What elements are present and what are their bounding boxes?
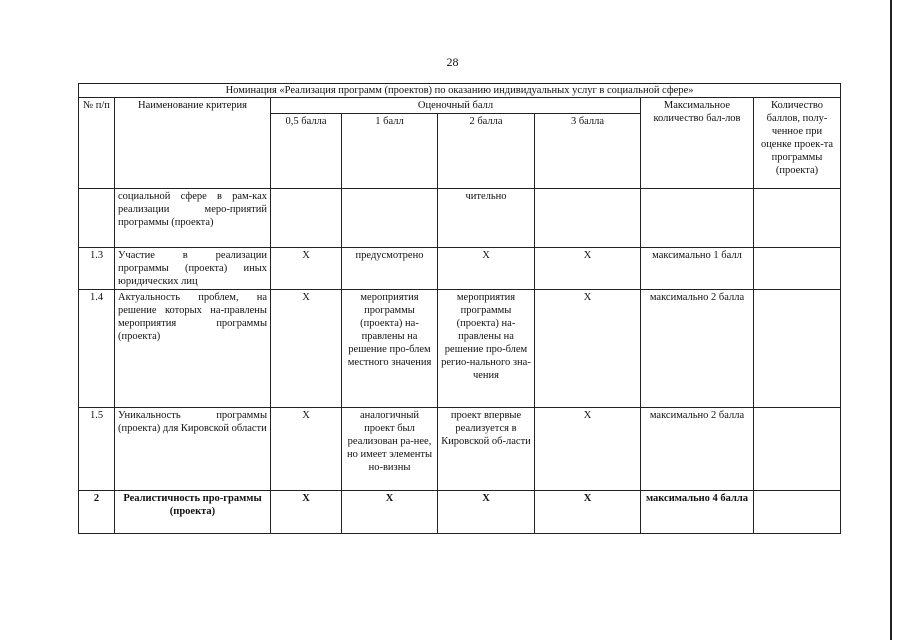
nomination-title: Номинация «Реализация программ (проектов) по оказанию индивидуальных услуг в социальной сфере» [79,84,841,98]
row-score-3: Х [535,248,641,290]
row-received [754,408,841,491]
row-criterion: Реалистичность про-граммы (проекта) [115,491,271,534]
header-score-1: 1 балл [342,114,438,189]
header-score-group: Оценочный балл [271,98,641,114]
header-score-3: 3 балла [535,114,641,189]
table-row [79,491,841,534]
row-score-2: чительно [438,189,535,248]
row-max [641,189,754,248]
row-score-05: Х [271,248,342,290]
row-score-05: Х [271,491,342,534]
row-max: максимально 1 балл [641,248,754,290]
row-criterion: социальной сфере в рам-ках реализации меро-приятий программы (проекта) [115,189,271,248]
table-row [79,189,841,248]
header-max: Максимальное количество бал-лов [641,98,754,189]
row-score-3: Х [535,491,641,534]
row-score-1: аналогичный проект был реализован ра-нее, но имеет элементы но-визны [342,408,438,491]
row-score-1: Х [342,491,438,534]
row-max: максимально 2 балла [641,290,754,408]
row-max: максимально 2 балла [641,408,754,491]
row-received [754,290,841,408]
row-num [79,189,115,248]
row-received [754,189,841,248]
row-received [754,491,841,534]
row-num: 1.4 [79,290,115,408]
table-row [79,408,841,491]
row-criterion: Участие в реализации программы (проекта) иных юридических лиц [115,248,271,290]
row-score-3: Х [535,408,641,491]
page-number: 28 [446,55,459,69]
header-score-2: 2 балла [438,114,535,189]
table-row [79,248,841,290]
header-criterion: Наименование критерия [115,98,271,189]
row-score-3 [535,189,641,248]
header-received: Количество баллов, полу-ченное при оценке проек-та программы (проекта) [754,98,841,189]
row-score-05 [271,189,342,248]
row-max: максимально 4 балла [641,491,754,534]
row-criterion: Уникальность программы (проекта) для Кировской области [115,408,271,491]
row-score-2: Х [438,248,535,290]
row-received [754,248,841,290]
page-edge-rule [890,0,892,640]
row-score-05: Х [271,290,342,408]
row-score-05: Х [271,408,342,491]
row-score-1: предусмотрено [342,248,438,290]
row-score-1: мероприятия программы (проекта) на-правлены на решение про-блем местного значения [342,290,438,408]
table-row [79,290,841,408]
header-score-05: 0,5 балла [271,114,342,189]
header-num: № п/п [79,98,115,189]
row-num: 1.3 [79,248,115,290]
row-score-2: проект впервые реализуется в Кировской об-ласти [438,408,535,491]
row-score-3: Х [535,290,641,408]
row-score-2: Х [438,491,535,534]
criteria-table [78,83,841,534]
row-criterion: Актуальность проблем, на решение которых на-правлены мероприятия программы (проекта) [115,290,271,408]
row-score-2: мероприятия программы (проекта) на-правлены на решение про-блем регио-нального зна-чения [438,290,535,408]
row-num: 1.5 [79,408,115,491]
row-score-1 [342,189,438,248]
row-num: 2 [79,491,115,534]
